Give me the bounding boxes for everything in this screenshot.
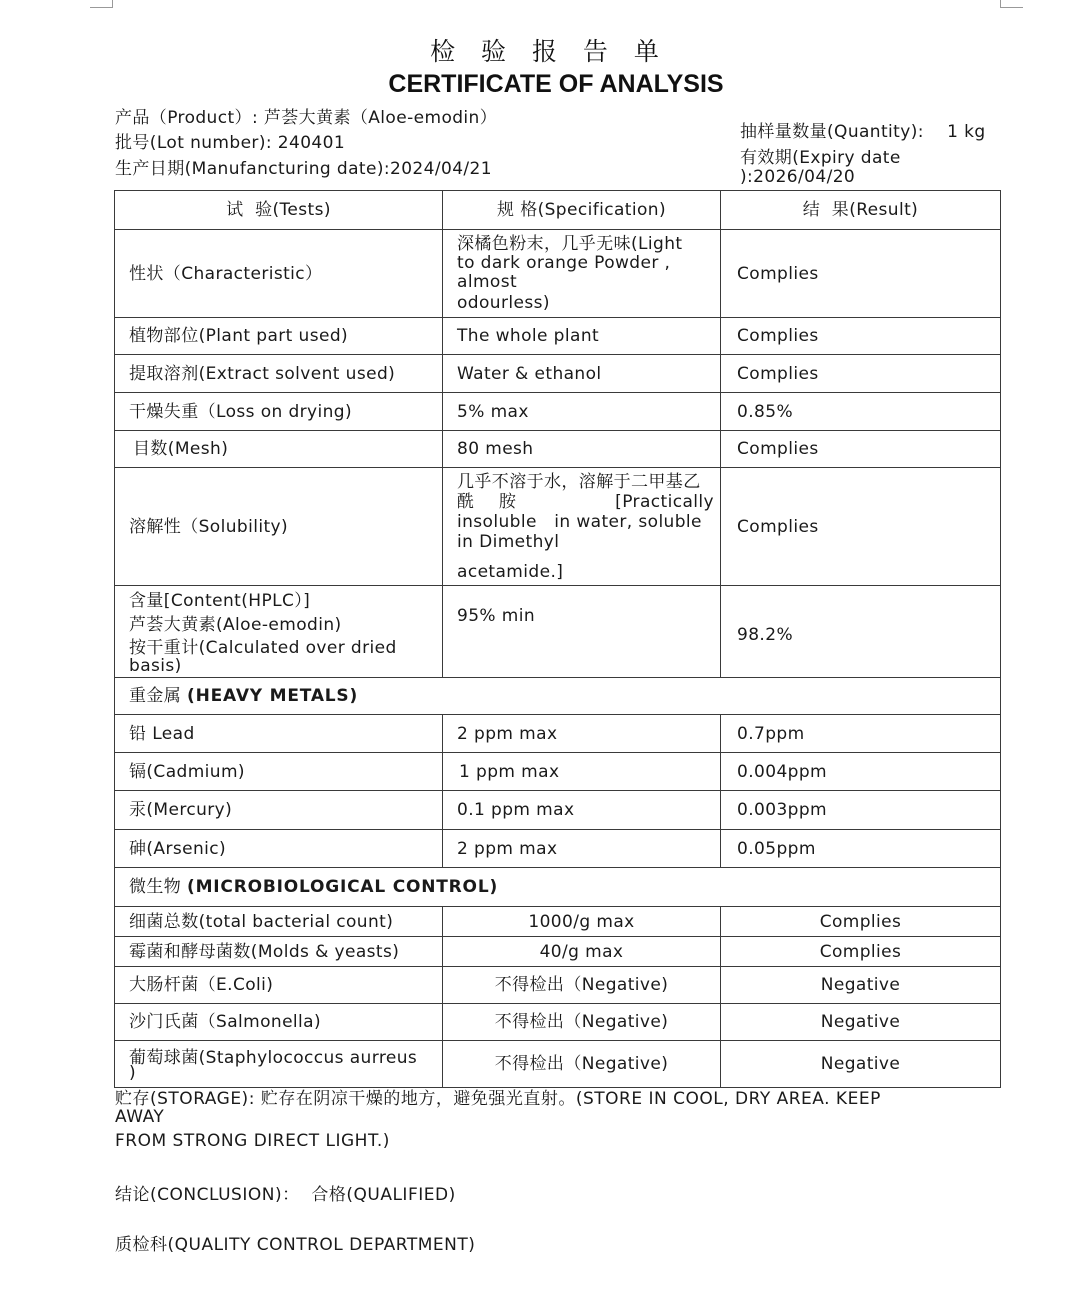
spec-solubility-word: [Practically bbox=[615, 491, 714, 512]
table-row bbox=[115, 791, 1001, 830]
expiry-date-line-2: ):2026/04/20 bbox=[740, 167, 856, 187]
result-content: 98.2% bbox=[721, 586, 1001, 678]
spec-staphylococcus: 不得检出（Negative) bbox=[443, 1041, 721, 1088]
test-loss-on-drying: 干燥失重（Loss on drying) bbox=[115, 393, 443, 431]
test-content-line: 按干重计(Calculated over dried bbox=[129, 637, 397, 658]
section-heavy-metals bbox=[115, 678, 1001, 715]
test-cadmium: 镉(Cadmium) bbox=[115, 753, 443, 791]
table-row bbox=[115, 318, 1001, 355]
table-row bbox=[115, 230, 1001, 318]
quantity-line: 抽样量数量(Quantity): 1 kg bbox=[740, 122, 986, 142]
test-molds-yeasts: 霉菌和酵母菌数(Molds & yeasts) bbox=[115, 937, 443, 967]
page-corner-mark-right bbox=[1000, 0, 1023, 8]
spec-characteristic bbox=[443, 230, 721, 318]
spec-solubility-word: 酰 bbox=[457, 491, 475, 512]
result-salmonella: Negative bbox=[721, 1004, 1001, 1041]
analysis-table bbox=[114, 190, 1001, 1088]
table-row bbox=[115, 1041, 1001, 1088]
section-heavy-metals-cn: 重金属 bbox=[129, 686, 182, 706]
lot-number-line: 批号(Lot number): 240401 bbox=[115, 133, 346, 153]
table-row bbox=[115, 753, 1001, 791]
spec-plant-part: The whole plant bbox=[443, 318, 721, 355]
section-row-heavy-metals bbox=[115, 678, 1001, 715]
spec-molds-yeasts: 40/g max bbox=[443, 937, 721, 967]
test-arsenic: 砷(Arsenic) bbox=[115, 830, 443, 868]
test-ecoli: 大肠杆菌（E.Coli) bbox=[115, 967, 443, 1004]
spec-characteristic-line: 深橘色粉末，几乎无味(Light bbox=[457, 233, 683, 254]
quality-department: 质检科(QUALITY CONTROL DEPARTMENT) bbox=[115, 1235, 476, 1255]
result-arsenic: 0.05ppm bbox=[721, 830, 1001, 868]
result-characteristic: Complies bbox=[721, 230, 1001, 318]
result-plant-part: Complies bbox=[721, 318, 1001, 355]
spec-extract-solvent: Water & ethanol bbox=[443, 355, 721, 393]
test-characteristic: 性状（Characteristic） bbox=[115, 230, 443, 318]
title-chinese: 检 验 报 告 单 bbox=[430, 37, 668, 66]
spec-solubility-word: 胺 bbox=[498, 491, 517, 512]
spec-characteristic-line: almost bbox=[457, 271, 518, 292]
test-lead: 铅 Lead bbox=[115, 715, 443, 753]
test-staphylococcus-line: ) bbox=[129, 1063, 137, 1083]
spec-solubility-line bbox=[457, 492, 714, 512]
header-tests: 试 验(Tests) bbox=[115, 191, 443, 230]
spec-loss-on-drying: 5% max bbox=[443, 393, 721, 431]
result-lead: 0.7ppm bbox=[721, 715, 1001, 753]
test-content-line: 芦荟大黄素(Aloe-emodin) bbox=[129, 614, 342, 635]
table-row bbox=[115, 1004, 1001, 1041]
spec-content: 95% min bbox=[443, 586, 721, 678]
table-row bbox=[115, 431, 1001, 468]
table-row bbox=[115, 355, 1001, 393]
title-english: CERTIFICATE OF ANALYSIS bbox=[388, 70, 724, 98]
spec-mesh: 80 mesh bbox=[443, 431, 721, 468]
test-mesh: 目数(Mesh) bbox=[115, 431, 443, 468]
header-specification: 规 格(Specification) bbox=[443, 191, 721, 230]
result-ecoli: Negative bbox=[721, 967, 1001, 1004]
result-molds-yeasts: Complies bbox=[721, 937, 1001, 967]
table-row bbox=[115, 830, 1001, 868]
result-cadmium: 0.004ppm bbox=[721, 753, 1001, 791]
manufacturing-date-line: 生产日期(Manufancturing date):2024/04/21 bbox=[115, 159, 492, 179]
header-result: 结 果(Result) bbox=[721, 191, 1001, 230]
conclusion: 结论(CONCLUSION)： 合格(QUALIFIED) bbox=[115, 1185, 456, 1205]
result-extract-solvent: Complies bbox=[721, 355, 1001, 393]
section-row-microbiological bbox=[115, 868, 1001, 907]
table-row bbox=[115, 393, 1001, 431]
result-loss-on-drying: 0.85% bbox=[721, 393, 1001, 431]
result-solubility: Complies bbox=[721, 468, 1001, 586]
spec-solubility-gap bbox=[541, 492, 591, 512]
spec-lead: 2 ppm max bbox=[443, 715, 721, 753]
test-extract-solvent: 提取溶剂(Extract solvent used) bbox=[115, 355, 443, 393]
spec-solubility bbox=[443, 468, 721, 586]
test-content bbox=[115, 586, 443, 678]
table-row bbox=[115, 586, 1001, 678]
spec-solubility-line: acetamide.] bbox=[457, 561, 564, 582]
spec-mercury: 0.1 ppm max bbox=[443, 791, 721, 830]
spec-characteristic-line: to dark orange Powder , bbox=[457, 252, 671, 273]
spec-arsenic: 2 ppm max bbox=[443, 830, 721, 868]
table-row bbox=[115, 715, 1001, 753]
spec-solubility-line: 几乎不溶于水，溶解于二甲基乙 bbox=[457, 471, 701, 492]
section-microbiological bbox=[115, 868, 1001, 907]
expiry-date-line-1: 有效期(Expiry date bbox=[740, 148, 901, 168]
test-staphylococcus bbox=[115, 1041, 443, 1088]
spec-solubility-line: insoluble in water, soluble bbox=[457, 511, 702, 532]
spec-total-bacteria: 1000/g max bbox=[443, 907, 721, 937]
storage-line: AWAY bbox=[115, 1107, 165, 1127]
spec-ecoli: 不得检出（Negative) bbox=[443, 967, 721, 1004]
table-header-row bbox=[115, 191, 1001, 230]
test-solubility: 溶解性（Solubility) bbox=[115, 468, 443, 586]
spec-salmonella: 不得检出（Negative) bbox=[443, 1004, 721, 1041]
table-row bbox=[115, 468, 1001, 586]
result-mesh: Complies bbox=[721, 431, 1001, 468]
section-microbiological-en: (MICROBIOLOGICAL CONTROL) bbox=[187, 877, 499, 897]
test-content-line: 含量[Content(HPLC）] bbox=[129, 590, 311, 611]
spec-cadmium: 1 ppm max bbox=[443, 753, 721, 791]
result-staphylococcus: Negative bbox=[721, 1041, 1001, 1088]
table-row bbox=[115, 907, 1001, 937]
spec-solubility-line: in Dimethyl bbox=[457, 531, 560, 552]
test-content-line: basis) bbox=[129, 655, 182, 676]
test-salmonella: 沙门氏菌（Salmonella) bbox=[115, 1004, 443, 1041]
spec-characteristic-line: odourless) bbox=[457, 292, 550, 313]
product-line: 产品（Product）: 芦荟大黄素（Aloe-emodin） bbox=[115, 108, 498, 128]
storage-note bbox=[115, 1090, 881, 1151]
result-total-bacteria: Complies bbox=[721, 907, 1001, 937]
storage-line: FROM STRONG DIRECT LIGHT.) bbox=[115, 1131, 390, 1151]
page-corner-mark-left bbox=[90, 0, 113, 8]
test-staphylococcus-line: 葡萄球菌(Staphylococcus aurreus bbox=[129, 1048, 418, 1068]
section-microbiological-cn: 微生物 bbox=[129, 877, 182, 897]
table-row bbox=[115, 937, 1001, 967]
test-mercury: 汞(Mercury) bbox=[115, 791, 443, 830]
storage-line: 贮存(STORAGE): 贮存在阴凉干燥的地方，避免强光直射。(STORE IN COOL, DRY AREA. KEEP bbox=[115, 1089, 881, 1109]
test-total-bacteria: 细菌总数(total bacterial count) bbox=[115, 907, 443, 937]
section-heavy-metals-en: (HEAVY METALS) bbox=[187, 686, 359, 706]
test-plant-part: 植物部位(Plant part used) bbox=[115, 318, 443, 355]
result-mercury: 0.003ppm bbox=[721, 791, 1001, 830]
table-row bbox=[115, 967, 1001, 1004]
